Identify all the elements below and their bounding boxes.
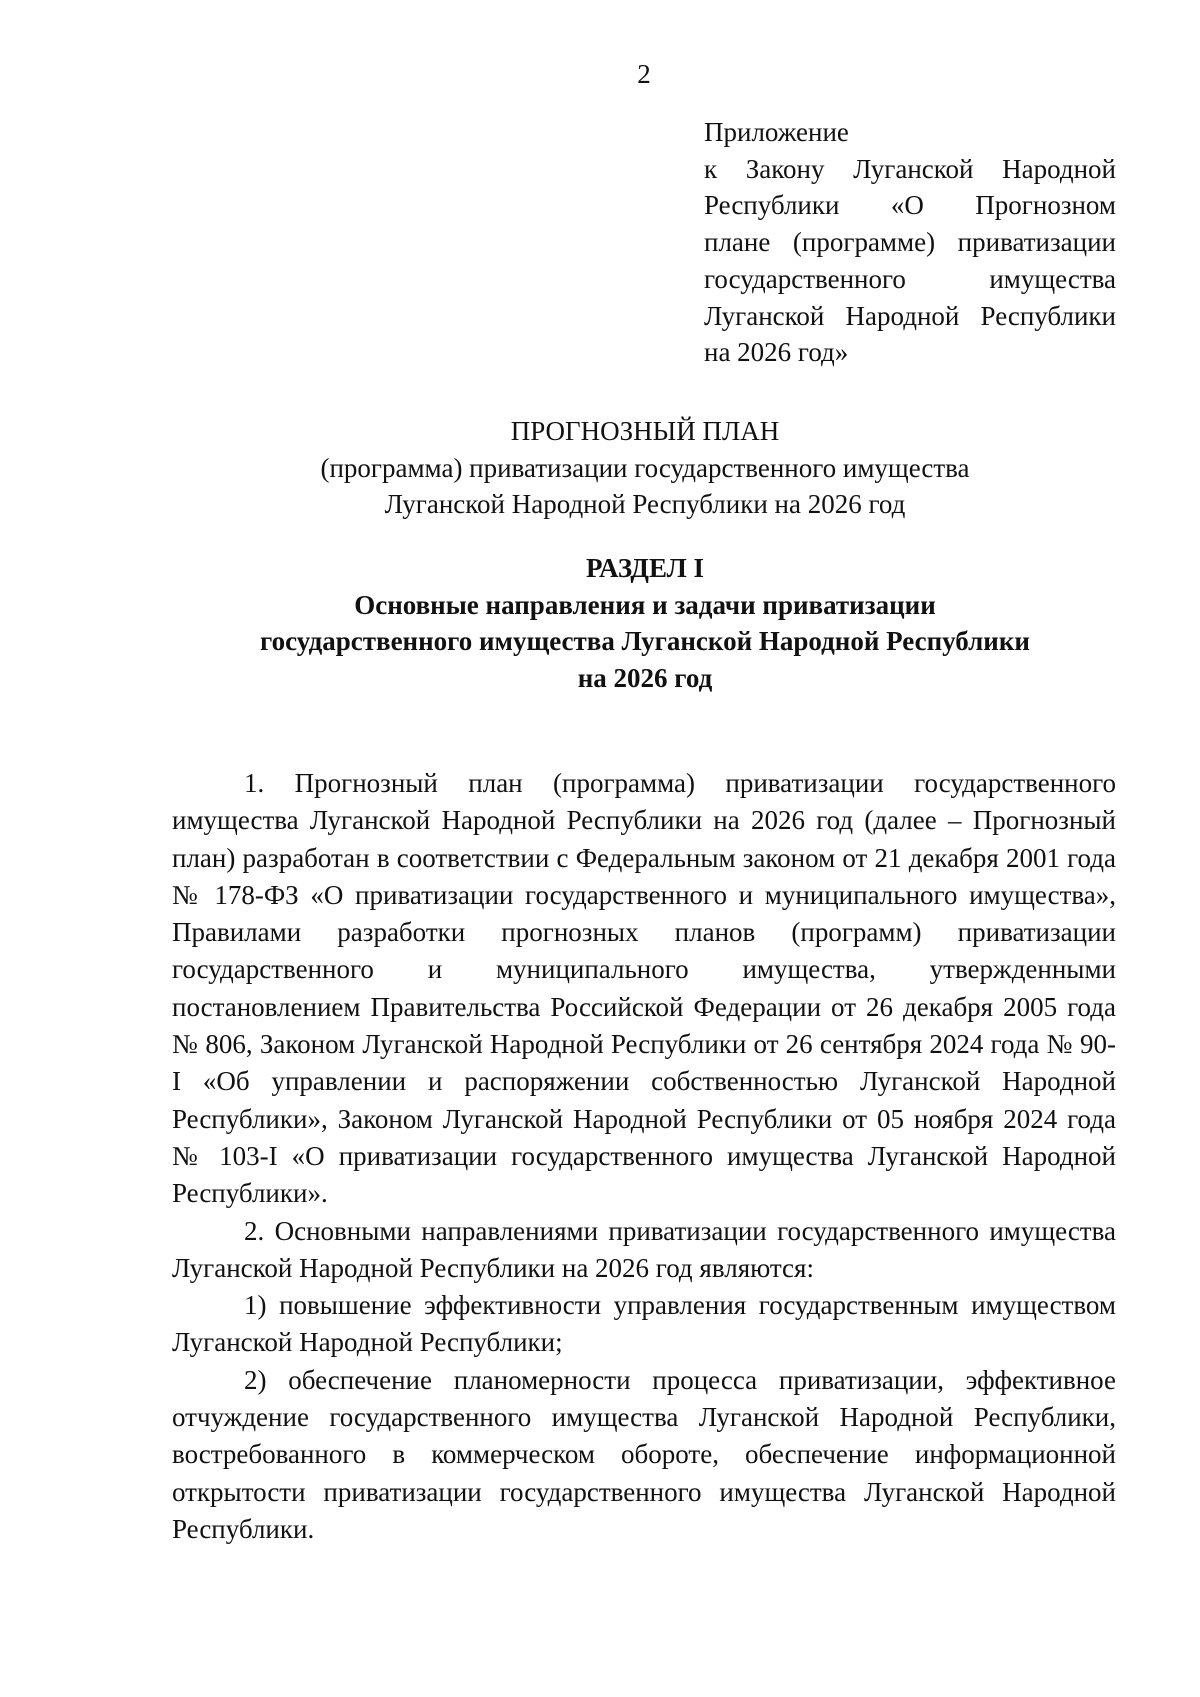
page-number: 2 [637, 59, 651, 89]
body-paragraph: 1. Прогнозный план (программа) приватизации государственного имущества Луганской Народной Республики на 2026 год (далее – Прогнозный план) разработан в соответствии с Федеральным законом от 21 декабря 2001 года № 178-ФЗ «О приватизации государственного и муниципального имущества», Правилами разработки прогнозных планов (программ) приватизации государственного и муниципального имущества, утвержденными постановлением Правительства Российской Федерации от 26 декабря 2005 года № 806, Законом Луганской Народной Республики от 26 сентября 2024 года № 90-I «Об управлении и распоряжении собственностью Луганской Народной Республики», Законом Луганской Народной Республики от 05 ноября 2024 года № 103-I «О приватизации государственного имущества Луганской Народной Республики». [172, 768, 1116, 1209]
body-paragraph: 1) повышение эффективности управления государственным имуществом Луганской Народной Республики; [172, 1290, 1116, 1358]
appendix-line: к Закону Луганской Народной [704, 153, 1116, 184]
plan-title-line: ПРОГНОЗНЫЙ ПЛАН [510, 416, 780, 446]
plan-title [170, 413, 1120, 523]
section-heading: РАЗДЕЛ I [585, 553, 705, 583]
section-title-line: государственного имущества Луганской Народной Республики [260, 626, 1030, 657]
appendix-line: государственного имущества [704, 263, 1116, 294]
plan-subtitle-line: (программа) приватизации государственного имущества [320, 452, 970, 483]
appendix-line: Республики «О Прогнозном [704, 190, 1116, 221]
appendix-line: Приложение [704, 117, 849, 147]
section-title [170, 550, 1120, 697]
appendix-line: плане (программе) приватизации [704, 227, 1116, 258]
appendix-line: Луганской Народной Республики [704, 300, 1116, 331]
plan-subtitle-line: Луганской Народной Республики на 2026 год [384, 489, 906, 519]
appendix-line: на 2026 год» [704, 337, 849, 368]
section-title-line: на 2026 год [577, 663, 713, 694]
body-paragraph: 2) обеспечение планомерности процесса приватизации, эффективное отчуждение государственного имущества Луганской Народной Республики, востребованного в коммерческом обороте, обеспечение информационной открытости приватизации государственного имущества Луганской Народной Республики. [172, 1364, 1116, 1544]
appendix-note [704, 114, 1116, 371]
section-title-line: Основные направления и задачи приватизации [354, 589, 936, 620]
body-paragraph: 2. Основными направлениями приватизации государственного имущества Луганской Народной Республики на 2026 год являются: [172, 1215, 1116, 1283]
document-body [172, 765, 1116, 1548]
